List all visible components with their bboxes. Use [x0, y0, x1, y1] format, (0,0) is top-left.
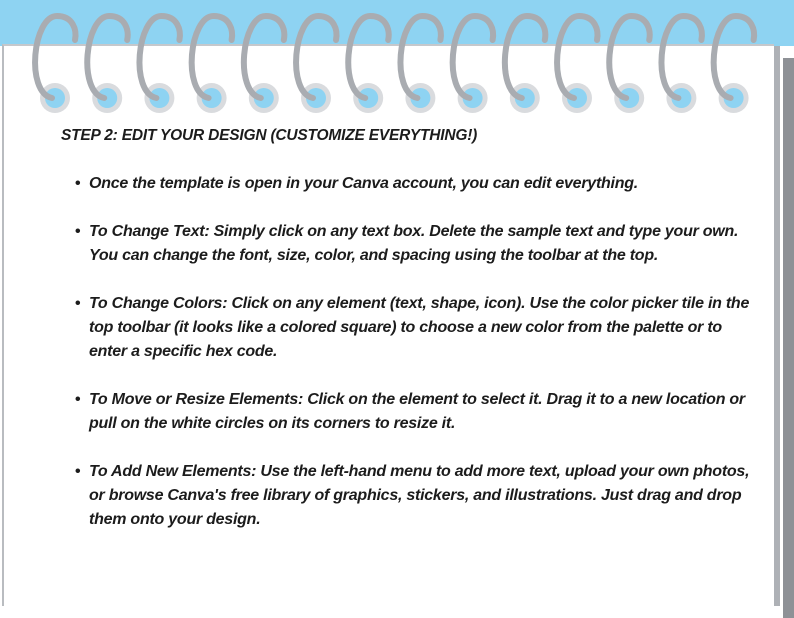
step-heading: STEP 2: EDIT YOUR DESIGN (CUSTOMIZE EVERYTHING!) — [61, 127, 478, 144]
list-item — [75, 460, 751, 532]
bullet-icon: • — [75, 223, 81, 240]
list-item-text: To Change Text: Simply click on any text box. Delete the sample text and type your own. You can change the font, size, color, and spacing using the toolbar at the top. — [89, 223, 739, 264]
list-item — [75, 172, 751, 196]
bullet-icon: • — [75, 175, 81, 192]
instructions — [61, 124, 751, 556]
bullet-list — [61, 172, 751, 532]
page-stack-back — [783, 58, 794, 618]
list-item-text: Once the template is open in your Canva account, you can edit everything. — [89, 175, 638, 192]
list-item-text: To Change Colors: Click on any element (text, shape, icon). Use the color picker tile in the top toolbar (it looks like a colored square) to choose a new color from the palette or to enter a specific hex code. — [89, 295, 750, 360]
list-item — [75, 388, 751, 436]
spiral-binding — [0, 0, 794, 120]
bullet-icon: • — [75, 295, 81, 312]
list-item — [75, 292, 751, 364]
list-item — [75, 220, 751, 268]
list-item-text: To Add New Elements: Use the left-hand menu to add more text, upload your own photos, or browse Canva's free library of graphics, stickers, and illustrations. Just drag and drop them onto your design. — [89, 463, 750, 528]
bullet-icon: • — [75, 391, 81, 408]
list-item-text: To Move or Resize Elements: Click on the element to select it. Drag it to a new location or pull on the white circles on its corners to resize it. — [89, 391, 745, 432]
bullet-icon: • — [75, 463, 81, 480]
